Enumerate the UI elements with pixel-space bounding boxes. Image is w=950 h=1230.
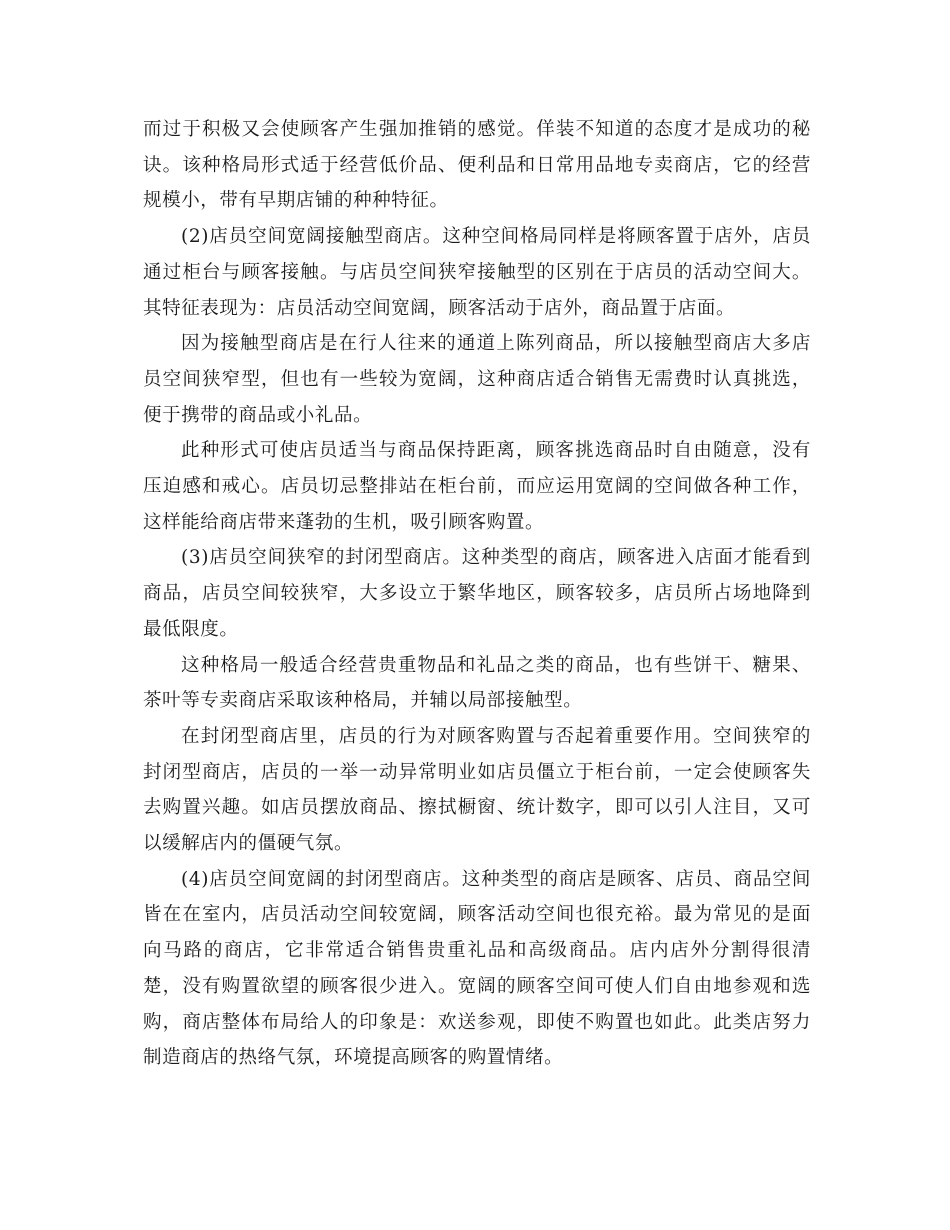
paragraph-continuation: 而过于积极又会使顾客产生强加推销的感觉。佯装不知道的态度才是成功的秘诀。该种格局形式适于经营低价品、便利品和日常用品地专卖商店，它的经营规模小，带有早期店铺的种种特征。 <box>143 119 811 212</box>
document-body <box>143 112 811 1076</box>
paragraph-type-2: (2)店员空间宽阔接触型商店。这种空间格局同样是将顾客置于店外，店员通过柜台与顾客接触。与店员空间狭窄接触型的区别在于店员的活动空间大。其特征表现为：店员活动空间宽阔，顾客活动于店外，商品置于店面。 <box>143 226 811 319</box>
paragraph-type-3: (3)店员空间狭窄的封闭型商店。这种类型的商店，顾客进入店面才能看到商品，店员空间较狭窄，大多设立于繁华地区，顾客较多，店员所占场地降到最低限度。 <box>143 547 811 640</box>
paragraph-suitable-goods: 这种格局一般适合经营贵重物品和礼品之类的商品，也有些饼干、糖果、茶叶等专卖商店采取该种格局，并辅以局部接触型。 <box>143 654 811 712</box>
paragraph-type-4: (4)店员空间宽阔的封闭型商店。这种类型的商店是顾客、店员、商品空间皆在在室内，店员活动空间较宽阔，顾客活动空间也很充裕。最为常见的是面向马路的商店，它非常适合销售贵重礼品和高级商品。店内店外分割得很清楚，没有购置欲望的顾客很少进入。宽阔的顾客空间可使人们自由地参观和选购，商店整体布局给人的印象是：欢送参观，即使不购置也如此。此类店努力制造商店的热络气氛，环境提高顾客的购置情绪。 <box>143 868 811 1069</box>
paragraph-staff-distance: 此种形式可使店员适当与商品保持距离，顾客挑选商品时自由随意，没有压迫感和戒心。店员切忌整排站在柜台前，而应运用宽阔的空间做各种工作，这样能给商店带来蓬勃的生机，吸引顾客购置。 <box>143 440 811 533</box>
paragraph-contact-type-note: 因为接触型商店是在行人往来的通道上陈列商品，所以接触型商店大多店员空间狭窄型，但也有一些较为宽阔，这种商店适合销售无需费时认真挑选，便于携带的商品或小礼品。 <box>143 333 811 426</box>
paragraph-closed-store-behavior: 在封闭型商店里，店员的行为对顾客购置与否起着重要作用。空间狭窄的封闭型商店，店员的一举一动异常明业如店员僵立于柜台前，一定会使顾客失去购置兴趣。如店员摆放商品、擦拭橱窗、统计数字，即可以引人注目，又可以缓解店内的僵硬气氛。 <box>143 725 811 855</box>
